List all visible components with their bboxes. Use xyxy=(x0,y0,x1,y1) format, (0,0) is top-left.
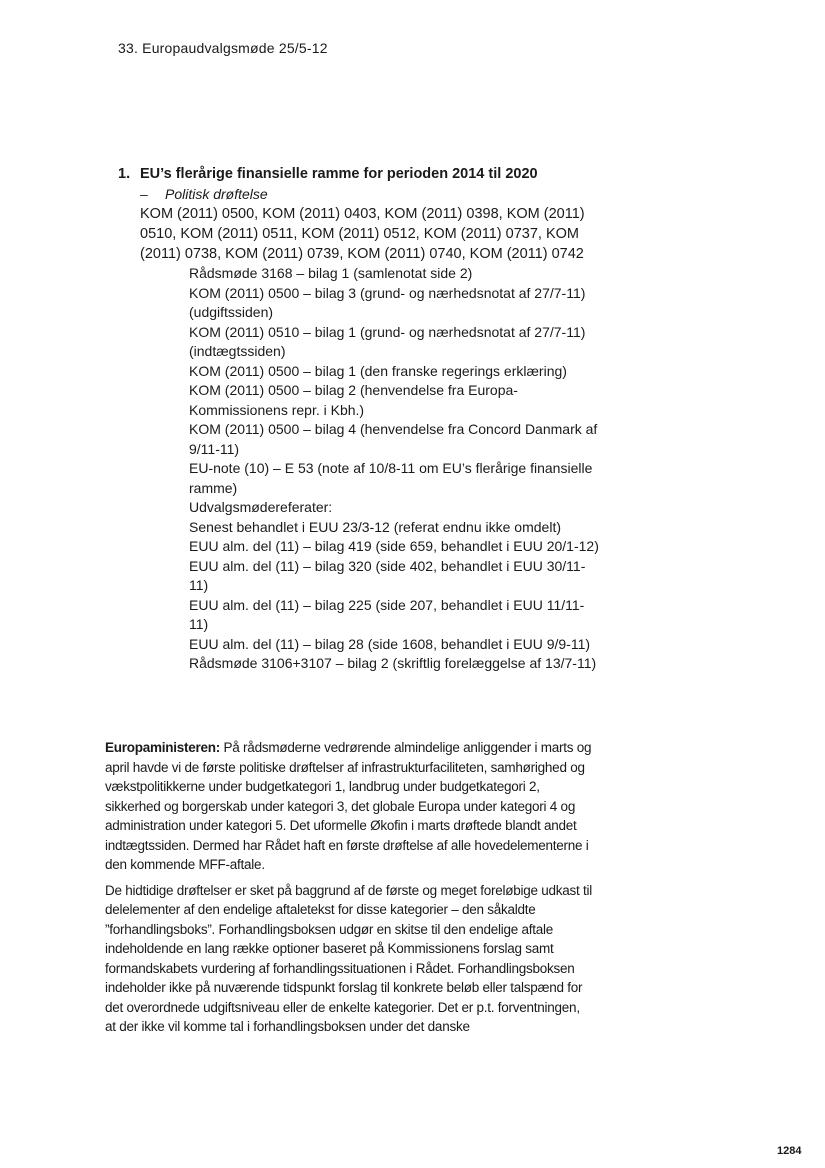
reference-item: Udvalgsmødereferater: xyxy=(189,499,333,515)
reference-item: KOM (2011) 0500 – bilag 3 (grund- og nærhedsnotat af 27/7-11) (udgiftssiden) xyxy=(189,284,586,320)
agenda-number: 1. xyxy=(118,166,131,182)
reference-item: KOM (2011) 0500 – bilag 2 (henvendelse fra Europa-Kommissionens repr. i Kbh.) xyxy=(189,382,518,418)
reference-item: KOM (2011) 0500 – bilag 1 (den franske regerings erklæring) xyxy=(189,362,567,379)
minister-statement xyxy=(105,738,593,1043)
subtitle-dash: – xyxy=(140,186,148,202)
statement-paragraph xyxy=(105,738,593,875)
agenda-subtitle xyxy=(140,184,618,204)
subtitle-text: Politisk drøftelse xyxy=(165,186,268,202)
reference-item: KOM (2011) 0510 – bilag 1 (grund- og nærhedsnotat af 27/7-11) (indtægtssiden) xyxy=(189,323,586,359)
reference-item: Rådsmøde 3168 – bilag 1 (samlenotat side 2) xyxy=(189,265,473,281)
agenda-item xyxy=(118,164,618,674)
reference-list xyxy=(189,264,599,674)
reference-item: EU-note (10) – E 53 (note af 10/8-11 om EU’s flerårige finansielle ramme) xyxy=(189,460,593,496)
page-number: 1284 xyxy=(777,1145,802,1157)
paragraph-text: På rådsmøderne vedrørende almindelige anliggender i marts og april havde vi de første politiske drøftelser af infrastrukturfaciliteten, samhørighed og vækstpolitikkerne under budgetkategori 1, landbrug under budgetkategori 2, sikkerhed og borgerskab under kategori 3, det globale Europa under kategori 4 og administration under kategori 5. Det uformelle Økofin i marts drøftede blandt andet indtægtssiden. Dermed har Rådet haft en første drøftelse af alle hovedelementerne i den kommende MFF-aftale. xyxy=(105,740,592,872)
agenda-title-text: EU’s flerårige finansielle ramme for perioden 2014 til 2020 xyxy=(140,166,538,182)
kom-list: KOM (2011) 0500, KOM (2011) 0403, KOM (2011) 0398, KOM (2011) 0510, KOM (2011) 0511, KOM (2011) 0512, KOM (2011) 0737, KOM (2011) 0738, KOM (2011) 0739, KOM (2011) 0740, KOM (2011) 0742 xyxy=(140,206,585,262)
reference-item: EUU alm. del (11) – bilag 225 (side 207, behandlet i EUU 11/11-11) xyxy=(189,596,585,632)
reference-item: Rådsmøde 3106+3107 – bilag 2 (skriftlig forelæggelse af 13/7-11) xyxy=(189,655,597,671)
reference-item: EUU alm. del (11) – bilag 419 (side 659, behandlet i EUU 20/1-12) xyxy=(189,538,599,554)
meeting-header: 33. Europaudvalgsmøde 25/5-12 xyxy=(118,40,328,56)
speaker-name: Europaministeren: xyxy=(105,740,221,755)
reference-item: Senest behandlet i EUU 23/3-12 (referat endnu ikke omdelt) xyxy=(189,518,561,535)
reference-item: EUU alm. del (11) – bilag 320 (side 402, behandlet i EUU 30/11-11) xyxy=(189,557,586,593)
statement-paragraph: De hidtidige drøftelser er sket på baggrund af de første og meget foreløbige udkast til delelementer af den endelige aftaletekst for disse kategorier – den såkaldte ”forhandlingsboks”. Forhandlingsboksen udgør en skitse til den endelige aftale indeholdende en lang række optioner baseret på Kommissionens forslag samt formandskabets vurdering af forhandlingssituationen i Rådet. Forhandlingsboksen indeholder ikke på nuværende tidspunkt forslag til konkrete beløb eller talspænd for det overordnede udgiftsniveau eller de enkelte kategorier. Det er p.t. forventningen, at der ikke vil komme tal i forhandlingsboksen under det danske xyxy=(105,882,593,1034)
agenda-title xyxy=(118,164,618,184)
reference-item: KOM (2011) 0500 – bilag 4 (henvendelse fra Concord Danmark af 9/11-11) xyxy=(189,421,598,457)
reference-item: EUU alm. del (11) – bilag 28 (side 1608, behandlet i EUU 9/9-11) xyxy=(189,635,591,652)
